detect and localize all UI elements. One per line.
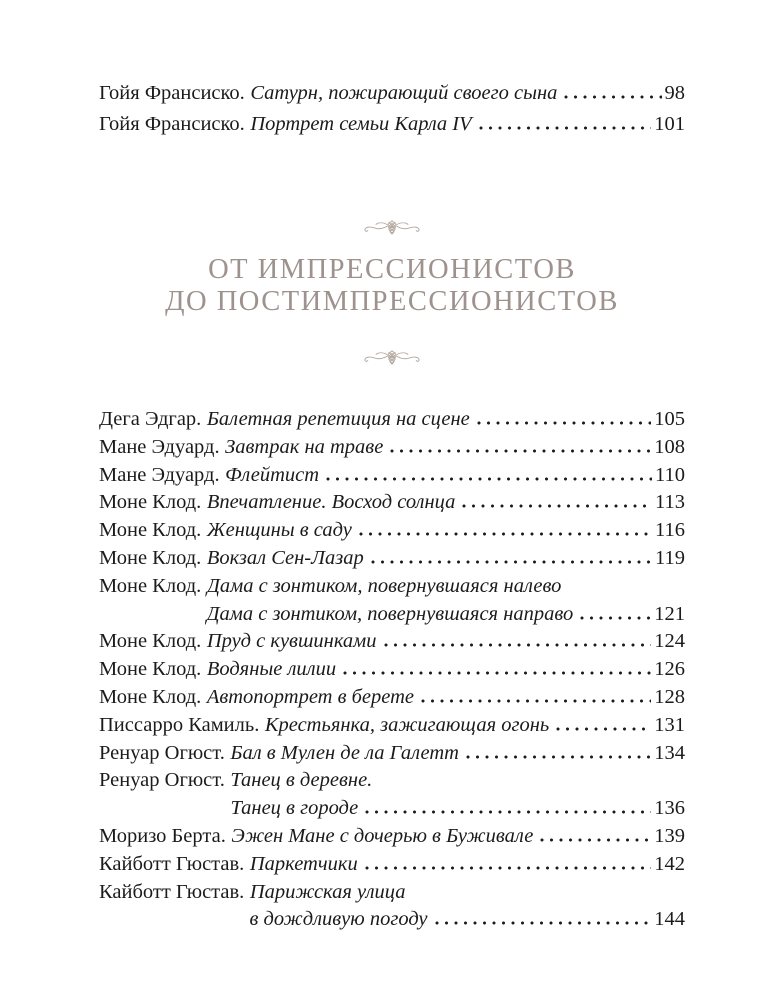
toc-author: Ренуар Огюст. (99, 769, 225, 792)
toc-title: Крестьянка, зажигающая огонь (264, 713, 550, 736)
dot-leader (435, 921, 652, 925)
toc-entry (99, 434, 685, 462)
toc-title: Завтрак на траве (225, 435, 384, 458)
toc-page-number: 119 (655, 546, 685, 569)
toc-entry (99, 851, 685, 879)
toc-title: Балетная репетиция на сцене (206, 408, 470, 430)
toc-page-number: 105 (654, 408, 685, 430)
toc-entry (99, 656, 685, 684)
fleuron-flourish-icon (359, 348, 425, 370)
toc-author: Моне Клод. (99, 658, 202, 681)
toc-title: Вокзал Сен-Лазар (206, 546, 364, 569)
toc-page-number: 124 (654, 630, 685, 653)
toc-title-continued: в дождливую погоду (249, 908, 428, 931)
toc-author: Моне Клод. (99, 546, 202, 569)
toc-author: Моне Клод. (99, 491, 202, 514)
dot-leader (580, 616, 651, 620)
toc-title: Пруд с кувшинками (206, 630, 377, 653)
ornament-top (99, 218, 685, 240)
toc-page-number: 113 (655, 491, 685, 514)
toc-page-number: 128 (654, 685, 685, 708)
dot-leader (477, 421, 651, 425)
toc-title: Впечатление. Восход солнца (206, 491, 456, 514)
toc-page-number: 131 (654, 713, 685, 736)
toc-title: Флейтист (225, 463, 320, 486)
dot-leader (359, 532, 652, 536)
dot-leader (466, 755, 651, 759)
dot-leader (326, 477, 652, 481)
fleuron-flourish-icon (359, 218, 425, 240)
toc-entry-continuation (99, 795, 685, 823)
section-heading-line2: ДО ПОСТИМПРЕССИОНИСТОВ (165, 286, 619, 317)
toc-title: Бал в Мулен де ла Галетт (230, 741, 459, 764)
toc-entry (99, 109, 685, 140)
toc-page-number: 108 (654, 435, 685, 458)
toc-title: Танец в деревне. (230, 769, 373, 792)
section-heading (99, 254, 685, 318)
toc-title: Женщины в саду (206, 519, 352, 542)
toc-entry (99, 573, 685, 601)
toc-entry (99, 767, 685, 795)
toc-entry (99, 879, 685, 907)
toc-main-block (99, 406, 685, 934)
toc-entry-continuation (99, 906, 685, 934)
dot-leader (390, 449, 651, 453)
toc-page-number: 98 (664, 82, 685, 104)
toc-title: Сатурн, пожирающий своего сына (250, 82, 558, 104)
toc-entry (99, 406, 685, 434)
toc-author: Писсарро Камиль. (99, 713, 260, 736)
toc-page-number: 144 (654, 908, 685, 931)
toc-author: Мане Эдуард. (99, 463, 220, 486)
toc-author: Моне Клод. (99, 519, 202, 542)
toc-page-number: 139 (654, 824, 685, 847)
toc-author: Мане Эдуард. (99, 435, 220, 458)
toc-title-continued: Дама с зонтиком, повернувшаяся направо (206, 602, 574, 625)
toc-page-number: 110 (655, 463, 685, 486)
toc-entry (99, 823, 685, 851)
toc-page-number: 101 (654, 113, 685, 135)
ornament-bottom (99, 348, 685, 370)
toc-page-number: 116 (655, 519, 685, 542)
toc-entry (99, 712, 685, 740)
dot-leader (371, 560, 652, 564)
toc-author: Кайботт Гюстав. (99, 852, 245, 875)
toc-title: Эжен Мане с дочерью в Буживале (231, 824, 534, 847)
toc-author: Гойя Франсиско. (99, 82, 245, 104)
dot-leader (384, 643, 652, 647)
toc-top-block (99, 78, 685, 140)
toc-entry-continuation (99, 601, 685, 629)
toc-entry (99, 628, 685, 656)
section-heading-line1: ОТ ИМПРЕССИОНИСТОВ (208, 254, 576, 285)
toc-page-number: 134 (654, 741, 685, 764)
dot-leader (564, 95, 661, 99)
toc-author: Моне Клод. (99, 630, 202, 653)
toc-entry (99, 684, 685, 712)
toc-entry (99, 462, 685, 490)
toc-title: Водяные лилии (206, 658, 337, 681)
toc-title: Дама с зонтиком, повернувшаяся налево (206, 574, 562, 597)
dot-leader (479, 126, 652, 130)
toc-author: Кайботт Гюстав. (99, 880, 245, 903)
toc-author: Моризо Берта. (99, 824, 226, 847)
toc-title: Парижская улица (249, 880, 406, 903)
dot-leader (343, 671, 651, 675)
toc-author: Моне Клод. (99, 574, 202, 597)
dot-leader (365, 810, 651, 814)
toc-entry (99, 517, 685, 545)
toc-author: Моне Клод. (99, 685, 202, 708)
toc-entry (99, 78, 685, 109)
dot-leader (365, 866, 652, 870)
toc-title-continued: Танец в городе (230, 797, 359, 820)
toc-title: Автопортрет в берете (206, 685, 414, 708)
dot-leader (556, 727, 651, 731)
toc-title: Портрет семьи Карла IV (250, 113, 472, 135)
toc-author: Дега Эдгар. (99, 408, 202, 430)
toc-page-number: 136 (654, 797, 685, 820)
toc-page-number: 126 (654, 658, 685, 681)
dot-leader (421, 699, 651, 703)
toc-author: Ренуар Огюст. (99, 741, 225, 764)
toc-entry (99, 489, 685, 517)
dot-leader (462, 504, 652, 508)
toc-author: Гойя Франсиско. (99, 113, 245, 135)
toc-title: Паркетчики (249, 852, 358, 875)
toc-page-number: 121 (654, 602, 685, 625)
toc-entry (99, 545, 685, 573)
toc-entry (99, 740, 685, 768)
toc-page-number: 142 (654, 852, 685, 875)
dot-leader (540, 838, 651, 842)
